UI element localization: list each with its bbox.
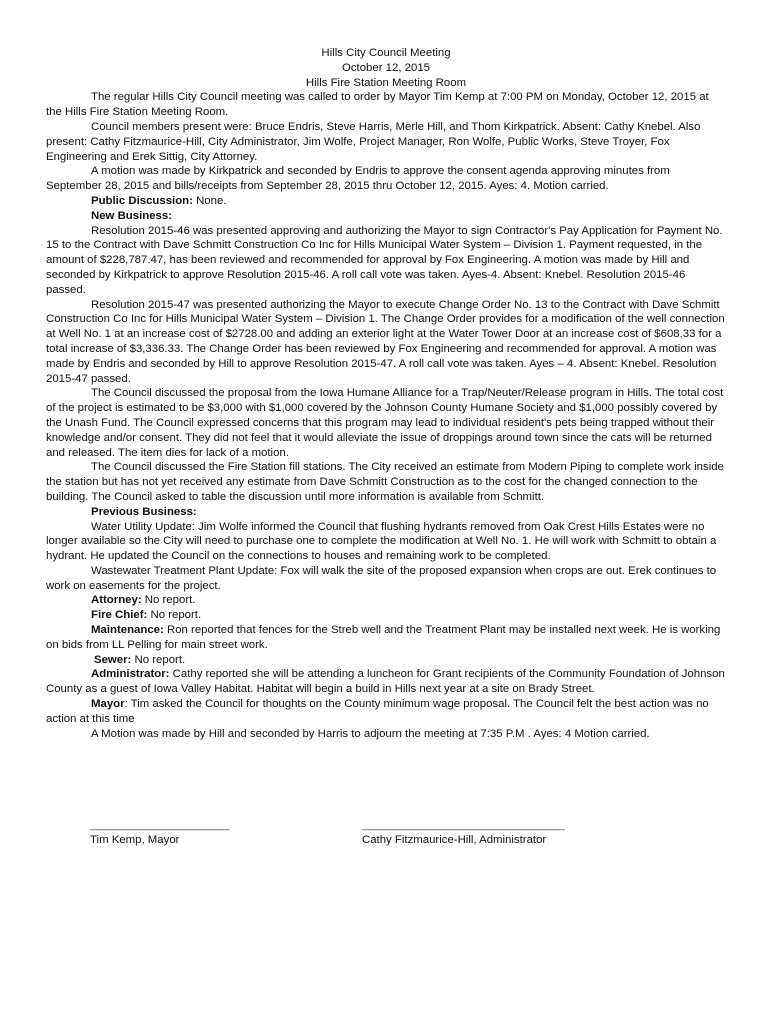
fire-chief-label: Fire Chief: [91, 609, 148, 622]
attorney-report [46, 593, 726, 608]
mayor-signature-line: ______________________ [90, 819, 230, 831]
maintenance-label: Maintenance: [91, 624, 164, 637]
signature-block [90, 818, 690, 858]
fire-station-paragraph: The Council discussed the Fire Station fill stations. The City received an estimate from Modern Piping to complete work inside the station but has not yet received any estimate from Dave Schmitt Construction as to the cost for the changed connection to the building. The Council asked to table the discussion until more information is available from Schmitt. [46, 461, 724, 503]
mayor-report [46, 697, 726, 727]
administrator-signature-name: Cathy Fitzmaurice-Hill, Administrator [362, 834, 547, 846]
opening-paragraph: The regular Hills City Council meeting was called to order by Mayor Tim Kemp at 7:00 PM on Monday, October 12, 2015 at the Hills Fire Station Meeting Room. [46, 91, 709, 119]
adjournment-paragraph: A Motion was made by Hill and seconded by Harris to adjourn the meeting at 7:35 P.M . Ayes: 4 Motion carried. [91, 727, 650, 740]
attorney-text: No report. [141, 594, 196, 607]
administrator-signature-line: ________________________________ [362, 819, 565, 831]
resolution-2015-46: Resolution 2015-46 was presented approving and authorizing the Mayor to sign Contractor's Pay Application for Payment No. 15 to the Contract with Dave Schmitt Construction Co Inc for Hills Municipal Water System – Division 1. Payment requested, in the amount of $228,787.47, has been reviewed and recommended for approval by Fox Engineering. A motion was made by Hill and seconded by Kirkpatrick to approve Resolution 2015-46. A roll call vote was taken. Ayes-4. Absent: Knebel. Resolution 2015-46 passed. [46, 224, 723, 296]
sewer-label: Sewer: [94, 653, 132, 666]
administrator-text: Cathy reported she will be attending a luncheon for Grant recipients of the Community Foundation of Johnson County as a guest of Iowa Valley Habitat. Habitat will begin a build in Hills next year at a site on Brady Street. [46, 668, 725, 696]
minutes-document [46, 46, 726, 741]
meeting-location: Hills Fire Station Meeting Room [305, 76, 467, 89]
fire-chief-report [46, 608, 726, 623]
public-discussion [46, 194, 726, 209]
sewer-report [46, 653, 726, 668]
public-discussion-label: Public Discussion: [91, 194, 193, 207]
wastewater-update: Wastewater Treatment Plant Update: Fox will walk the site of the proposed expansion when crops are out. Erek continues to work on easements for the project. [46, 564, 717, 592]
trap-neuter-release-paragraph: The Council discussed the proposal from the Iowa Humane Alliance for a Trap/Neuter/Release program in Hills. The total cost of the project is estimated to be $3,000 with $1,000 covered by the Johnson County Humane Society and $1,000 possibly covered by the Unash Fund. The Council expressed concerns that this program may lead to individual resident's pets being trapped without their knowledge and/or consent. They did not feel that it would alleviate the issue of droppings around town since the cats will be returned and released. The item dies for lack of a motion. [46, 387, 724, 459]
public-discussion-text: None. [192, 194, 227, 207]
fire-chief-text: No report. [147, 609, 202, 622]
previous-business-heading: Previous Business: [91, 505, 197, 518]
administrator-label: Administrator: [91, 668, 170, 681]
maintenance-text: Ron reported that fences for the Streb well and the Treatment Plant may be installed next week. He is working on bids from LL Pelling for main street work. [46, 624, 721, 651]
administrator-signature [362, 818, 565, 848]
document-title: Hills City Council Meeting [321, 47, 451, 59]
attendance-paragraph: Council members present were: Bruce Endris, Steve Harris, Merle Hill, and Thom Kirkpatrick. Absent: Cathy Knebel. Also present: Cathy Fitzmaurice-Hill, City Administrator, Jim Wolfe, Project Manager, Ron Wolfe, Public Works, Steve Troyer, Fox Engineering and Erek Sittig, City Attorney. [46, 120, 701, 163]
administrator-report [46, 667, 726, 697]
new-business-heading: New Business: [91, 209, 173, 222]
mayor-text: : Tim asked the Council for thoughts on the County minimum wage proposal. The Council felt the best action was no action at this time [46, 698, 709, 725]
mayor-signature-name: Tim Kemp, Mayor [90, 834, 180, 846]
maintenance-report [46, 623, 726, 653]
attorney-label: Attorney: [91, 594, 142, 607]
meeting-date: October 12, 2015 [341, 61, 431, 74]
sewer-text: No report. [131, 653, 186, 666]
consent-agenda-paragraph: A motion was made by Kirkpatrick and seconded by Endris to approve the consent agenda approving minutes from September 28, 2015 and bills/receipts from September 28, 2015 thru October 12, 2015. Ayes: 4. Motion carried. [46, 165, 670, 193]
mayor-label: Mayor [91, 698, 125, 711]
resolution-2015-47: Resolution 2015-47 was presented authorizing the Mayor to execute Change Order No. 13 to the Contract with Dave Schmitt Construction Co Inc for Hills Municipal Water System – Division 1. The Change Order provides for a modification of the well connection at Well No. 1 at an increase cost of $2728.00 and adding an exterior light at the Water Tower Door at an increase cost of $608.33 for a total increase of $3,336.33. The Change Order has been reviewed by Fox Engineering and recommended for approval. A motion was made by Endris and seconded by Hill to approve Resolution 2015-47. A roll call vote was taken. Ayes – 4. Absent: Knebel. Resolution 2015-47 passed. [46, 298, 725, 385]
mayor-signature [90, 818, 229, 848]
water-utility-update: Water Utility Update: Jim Wolfe informed the Council that flushing hydrants removed from Oak Crest Hills Estates were no longer available so the City will need to purchase one to complete the modification at Well No. 1. He will work with Schmitt to obtain a hydrant. He updated the Council on the connections to houses and remaining work to be completed. [46, 520, 717, 563]
